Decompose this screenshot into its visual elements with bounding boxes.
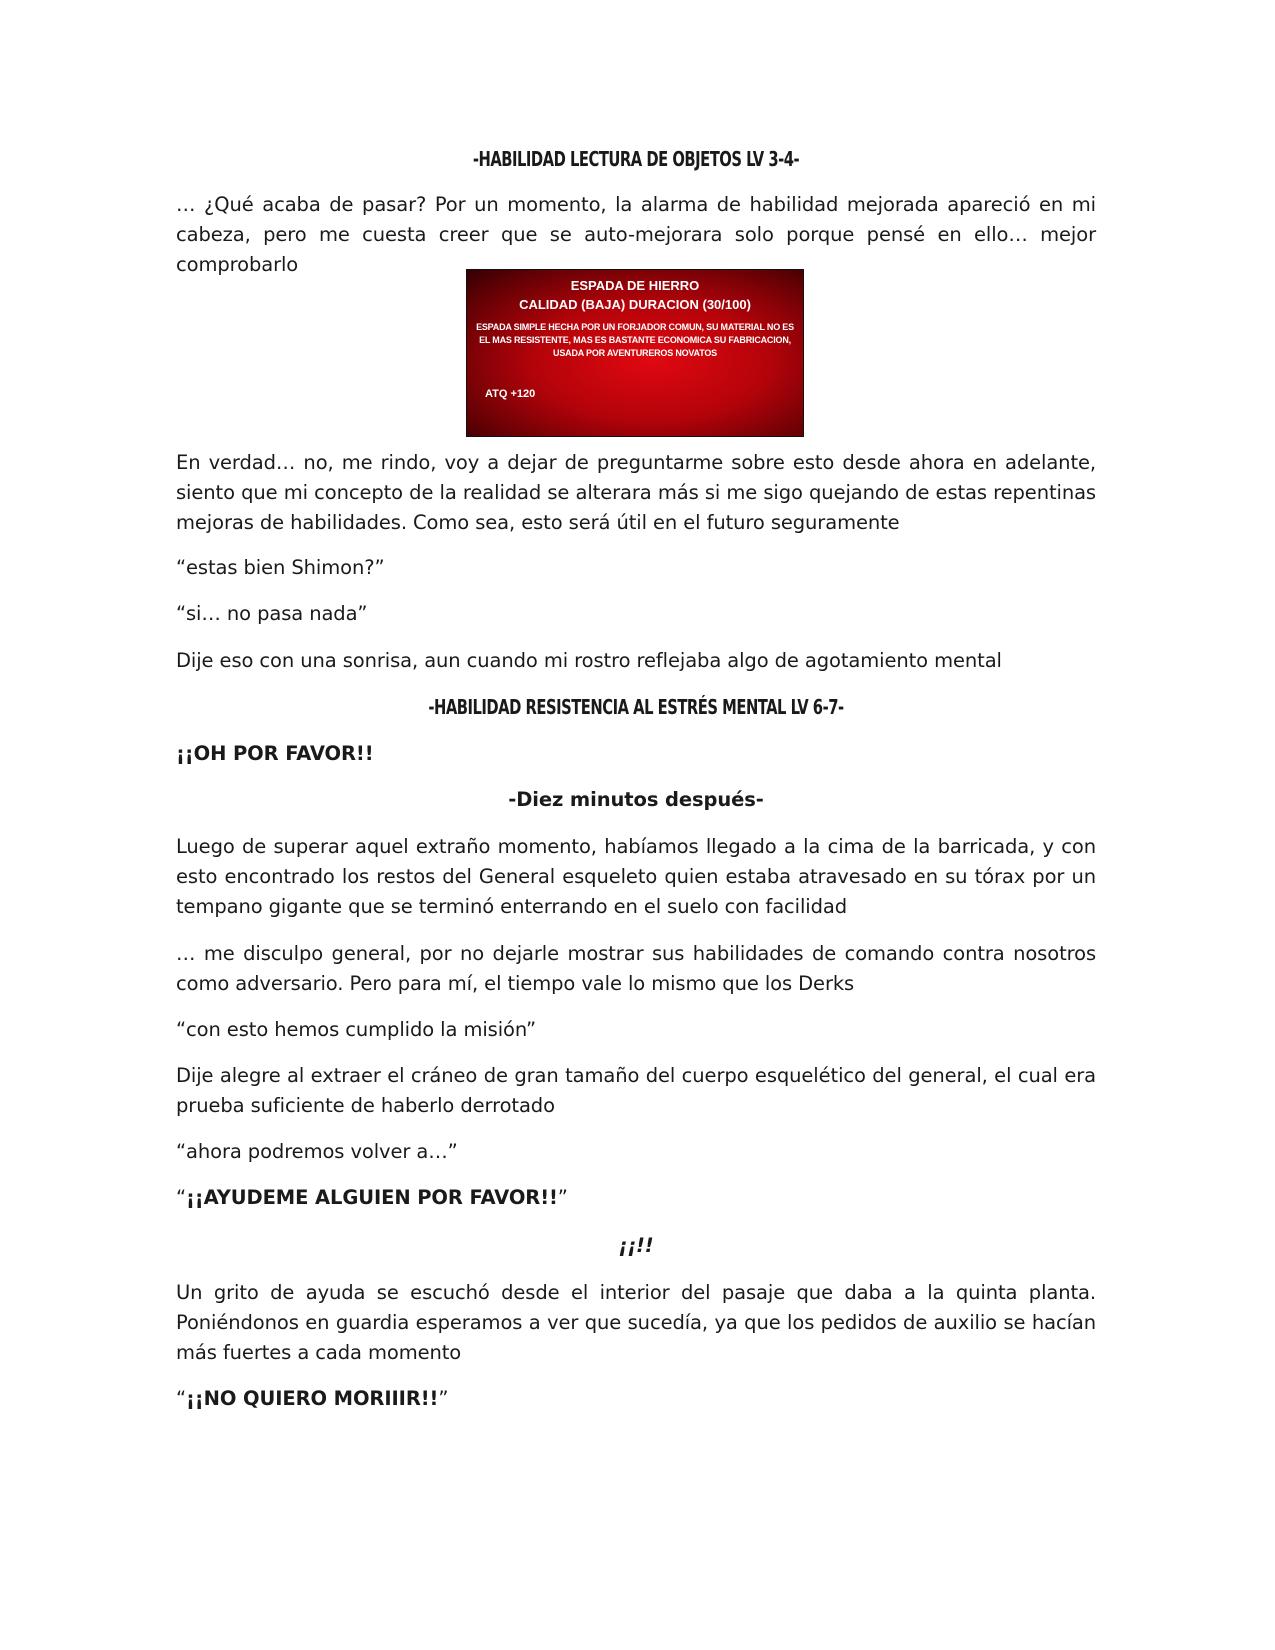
paragraph: … me disculpo general, por no dejarle mostrar sus habilidades de comando contra nosotros como adversario. Pero para mí, el tiempo vale lo mismo que los Derks	[176, 942, 1096, 995]
dialogue-line: “con esto hemos cumplido la misión”	[176, 1018, 537, 1041]
exclamation-line: ¡¡!!	[618, 1234, 654, 1257]
dialogue-line: “estas bien Shimon?”	[176, 556, 385, 579]
item-status-card	[466, 269, 804, 437]
dialogue-line: “ahora podremos volver a…”	[176, 1140, 458, 1163]
paragraph: Dije eso con una sonrisa, aun cuando mi rostro reflejaba algo de agotamiento mental	[176, 649, 1002, 672]
section-heading: -HABILIDAD LECTURA DE OBJETOS LV 3-4-	[472, 147, 800, 171]
exclamation-line: ¡¡OH POR FAVOR!!	[176, 742, 374, 765]
item-name: ESPADA DE HIERRO	[570, 278, 700, 293]
document-page	[176, 0, 1096, 1650]
dialogue-line	[176, 1183, 1096, 1213]
shout-text: ¡¡AYUDEME ALGUIEN POR FAVOR!!	[186, 1186, 558, 1209]
shout-text: ¡¡NO QUIERO MORIIIR!!	[186, 1387, 439, 1410]
item-quality: CALIDAD (BAJA) DURACION (30/100)	[519, 297, 751, 312]
item-stat: ATQ +120	[485, 388, 536, 400]
paragraph: Un grito de ayuda se escuchó desde el interior del pasaje que daba a la quinta planta. Poniéndonos en guardia esperamos a ver que sucedía, ya que los pedidos de auxilio se hacían más fuertes a cada momento	[176, 1281, 1096, 1364]
quote-close: ”	[438, 1387, 449, 1410]
item-description: ESPADA SIMPLE HECHA POR UN FORJADOR COMUN, SU MATERIAL NO ES EL MAS RESISTENTE, MAS ES BASTANTE ECONOMICA SU FABRICACION, USADA POR AVENTUREROS NOVATOS	[476, 322, 794, 358]
quote-close: ”	[557, 1186, 568, 1209]
paragraph: Dije alegre al extraer el cráneo de gran tamaño del cuerpo esquelético del general, el cual era prueba suficiente de haberlo derrotado	[176, 1064, 1096, 1117]
quote-open: “	[176, 1387, 187, 1410]
paragraph: Luego de superar aquel extraño momento, habíamos llegado a la cima de la barricada, y con esto encontrado los restos del General esqueleto quien estaba atravesado en su tórax por un tempano gigante que se terminó enterrando en el suelo con facilidad	[176, 835, 1096, 918]
quote-open: “	[176, 1186, 187, 1209]
paragraph: … ¿Qué acaba de pasar? Por un momento, la alarma de habilidad mejorada apareció en mi cabeza, pero me cuesta creer que se auto-mejorara solo porque pensé en ello… mejor comprobarlo	[176, 193, 1096, 276]
dialogue-line	[176, 1384, 1096, 1414]
time-skip-line: -Diez minutos después-	[508, 788, 764, 811]
paragraph: En verdad… no, me rindo, voy a dejar de preguntarme sobre esto desde ahora en adelante, siento que mi concepto de la realidad se alterara más si me sigo quejando de estas repentinas mejoras de habilidades. Como sea, esto será útil en el futuro seguramente	[176, 451, 1096, 534]
dialogue-line: “si… no pasa nada”	[176, 602, 368, 625]
section-heading: -HABILIDAD RESISTENCIA AL ESTRÉS MENTAL LV 6-7-	[428, 695, 844, 719]
